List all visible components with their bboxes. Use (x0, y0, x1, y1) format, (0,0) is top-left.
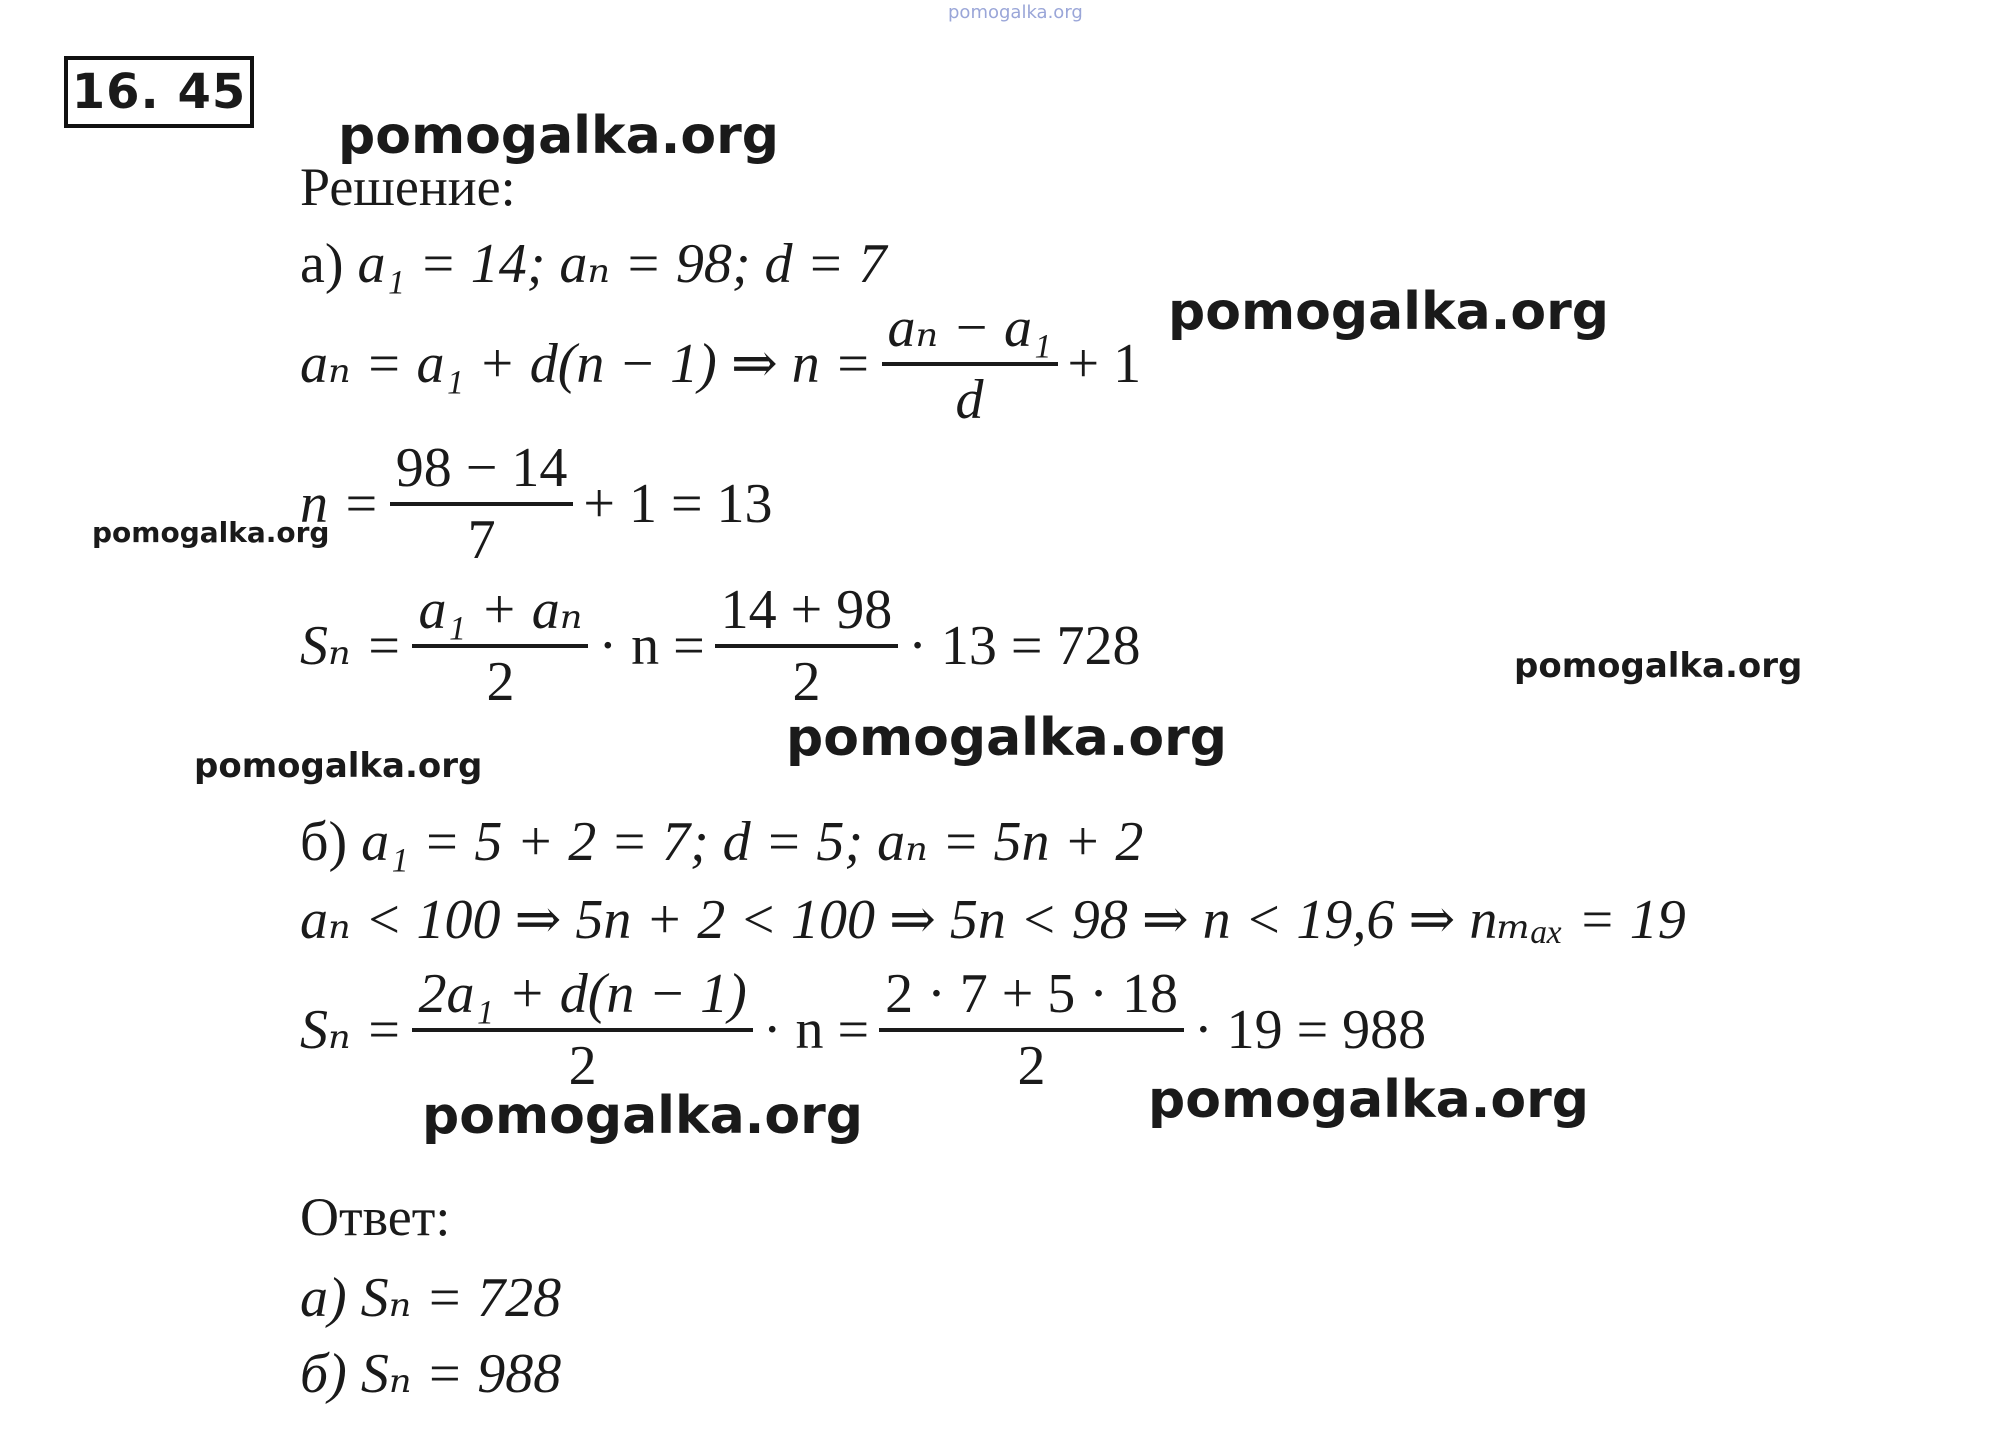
formula-left: aₙ = a₁ + d(n − 1) ⇒ n = (300, 333, 872, 395)
watermark-2: pomogalka.org (1168, 282, 1610, 342)
sum-a-numerator-1: a₁ + aₙ (412, 582, 588, 648)
inequality-text: aₙ < 100 ⇒ 5n + 2 < 100 ⇒ 5n < 98 ⇒ n < 19,6 ⇒ nₘₐₓ = 19 (300, 889, 1686, 951)
part-a-n (300, 437, 773, 571)
watermark-4: pomogalka.org (1514, 646, 1803, 686)
part-a-prefix: а) (300, 233, 344, 295)
n-fraction (390, 437, 574, 571)
solution-label: Решение: (300, 157, 516, 217)
watermark-5: pomogalka.org (786, 708, 1228, 768)
sum-b-fraction-2 (879, 963, 1184, 1097)
sum-a-tail: · 13 = 728 (908, 615, 1141, 677)
formula-denominator: d (955, 369, 984, 431)
part-a-given (300, 233, 887, 295)
part-b-inequality (300, 889, 1686, 951)
sum-a-denominator-2: 2 (792, 651, 821, 713)
sum-a-fraction-2 (715, 579, 899, 713)
watermark-3: pomogalka.org (92, 516, 330, 549)
watermark-top: pomogalka.org (948, 2, 1083, 23)
sum-b-fraction-1 (412, 963, 752, 1097)
sum-a-fraction-1 (412, 579, 588, 713)
sum-b-left: Sₙ = (300, 999, 403, 1061)
watermark-1: pomogalka.org (338, 106, 780, 166)
watermark-6: pomogalka.org (194, 746, 483, 786)
sum-b-numerator-2: 2 · 7 + 5 · 18 (879, 966, 1184, 1032)
part-b-given-text: a₁ = 5 + 2 = 7; d = 5; aₙ = 5n + 2 (361, 811, 1144, 873)
formula-fraction (882, 297, 1058, 431)
n-left: n = (300, 473, 380, 535)
part-b-given (300, 811, 1144, 873)
watermark-8: pomogalka.org (1148, 1070, 1590, 1130)
formula-numerator: aₙ − a₁ (882, 300, 1058, 366)
sum-a-numerator-2: 14 + 98 (715, 582, 899, 648)
sum-b-mid: · n = (762, 999, 870, 1061)
sum-a-denominator-1: 2 (486, 651, 515, 713)
answer-b: б) Sₙ = 988 (300, 1343, 562, 1405)
n-numerator: 98 − 14 (390, 440, 574, 506)
sum-a-mid: · n = (598, 615, 705, 677)
answer-a: а) Sₙ = 728 (300, 1267, 562, 1329)
watermark-7: pomogalka.org (422, 1086, 864, 1146)
part-a-given-text: a₁ = 14; aₙ = 98; d = 7 (357, 233, 887, 295)
formula-tail: + 1 (1067, 333, 1142, 395)
problem-number: 16. 45 (64, 56, 254, 128)
sum-b-numerator-1: 2a₁ + d(n − 1) (412, 966, 752, 1032)
n-tail: + 1 = 13 (583, 473, 773, 535)
sum-b-denominator-2: 2 (1017, 1035, 1046, 1097)
sum-b-denominator-1: 2 (568, 1035, 597, 1097)
answer-label: Ответ: (300, 1187, 451, 1247)
sum-a-left: Sₙ = (300, 615, 403, 677)
sum-b-tail: · 19 = 988 (1193, 999, 1427, 1061)
part-a-sum (300, 579, 1141, 713)
n-denominator: 7 (467, 509, 496, 571)
part-b-prefix: б) (300, 811, 348, 873)
part-a-formula (300, 297, 1142, 431)
